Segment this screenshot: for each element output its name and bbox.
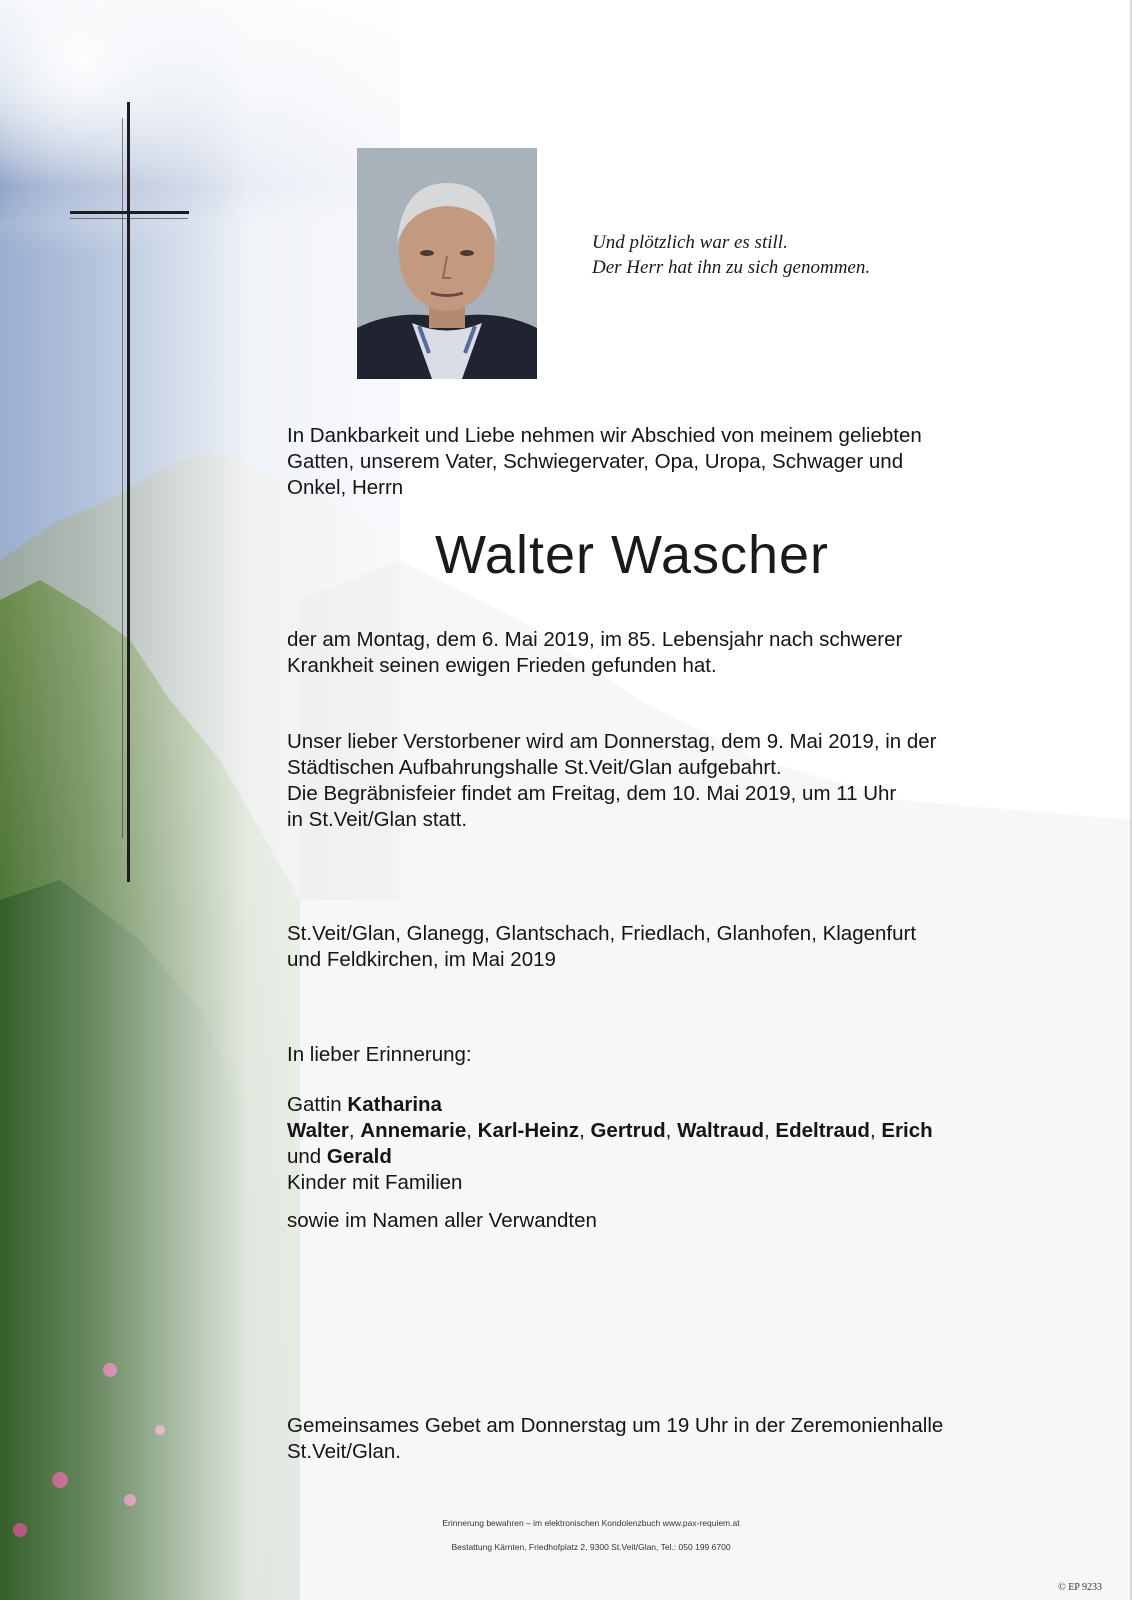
child-name: Edeltraud (775, 1119, 870, 1142)
intro-line-3: Onkel, Herrn (287, 476, 404, 499)
separator: , (665, 1119, 672, 1142)
spouse-name: Katharina (347, 1093, 442, 1116)
portrait-photo (357, 148, 537, 379)
places-date (287, 921, 916, 973)
child-name: Gerald (326, 1145, 392, 1168)
spouse-line (287, 1092, 933, 1118)
death-notice-line-1: der am Montag, dem 6. Mai 2019, im 85. Lebensjahr nach schwerer (287, 628, 903, 651)
places-line-1: St.Veit/Glan, Glanegg, Glantschach, Friedlach, Glanhofen, Klagenfurt (287, 922, 917, 945)
separator: , (764, 1119, 770, 1142)
separator: , (579, 1119, 585, 1142)
cross-beam-shadow (70, 218, 188, 219)
child-name: Annemarie (360, 1119, 467, 1142)
separator: , (869, 1119, 876, 1142)
prayer-line-1: Gemeinsames Gebet am Donnerstag um 19 Uhr in der Zeremonienhalle (287, 1414, 944, 1437)
death-notice-line-2: Krankheit seinen ewigen Frieden gefunden hat. (287, 654, 717, 677)
cross-shadow-line (122, 118, 123, 838)
funeral-line-4: in St.Veit/Glan statt. (287, 808, 468, 831)
verse (592, 230, 870, 280)
funeral-line-1: Unser lieber Verstorbener wird am Donnerstag, dem 9. Mai 2019, in der (287, 730, 937, 753)
deceased-name: Walter Wascher (434, 525, 830, 585)
children-line (287, 1118, 933, 1144)
places-line-2: und Feldkirchen, im Mai 2019 (287, 948, 556, 971)
spouse-prefix: Gattin (287, 1093, 342, 1116)
verse-line-2: Der Herr hat ihn zu sich genommen. (592, 257, 871, 278)
prayer-notice (287, 1413, 943, 1465)
prayer-line-2: St.Veit/Glan. (287, 1440, 401, 1463)
child-name: Erich (881, 1119, 933, 1142)
child-name: Karl-Heinz (477, 1119, 580, 1142)
intro-line-2: Gatten, unserem Vater, Schwiegervater, Opa, Uropa, Schwager und (287, 450, 904, 473)
child-name: Gertrud (590, 1119, 666, 1142)
intro-text (287, 423, 922, 501)
footer-undertaker: Bestattung Kärnten, Friedhofplatz 2, 9300 St.Veit/Glan, Tel.: 050 199 6700 (451, 1542, 731, 1552)
cross-icon (127, 102, 130, 882)
intro-line-1: In Dankbarkeit und Liebe nehmen wir Abschied von meinem geliebten (287, 424, 922, 447)
funeral-line-3: Die Begräbnisfeier findet am Freitag, dem 10. Mai 2019, um 11 Uhr (287, 782, 897, 805)
mourners-list (287, 1092, 933, 1196)
last-child-line (287, 1144, 933, 1170)
separator: , (466, 1119, 472, 1142)
funeral-info (287, 729, 936, 833)
relatives-note: sowie im Namen aller Verwandten (287, 1209, 597, 1232)
funeral-line-2: Städtischen Aufbahrungshalle St.Veit/Glan aufgebahrt. (287, 756, 782, 779)
children-note: Kinder mit Familien (287, 1171, 463, 1194)
mourners-heading: In lieber Erinnerung: (287, 1043, 472, 1066)
and-word: und (287, 1145, 322, 1168)
child-name: Walter (287, 1119, 349, 1142)
document-code: © EP 9233 (1058, 1582, 1102, 1593)
separator: , (348, 1119, 355, 1142)
verse-line-1: Und plötzlich war es still. (592, 232, 788, 253)
cross-beam (70, 211, 189, 214)
child-name: Waltraud (677, 1119, 764, 1142)
death-notice (287, 627, 902, 679)
footer-condolence: Erinnerung bewahren – im elektronischen Kondolenzbuch www.pax-requiem.at (442, 1518, 740, 1528)
